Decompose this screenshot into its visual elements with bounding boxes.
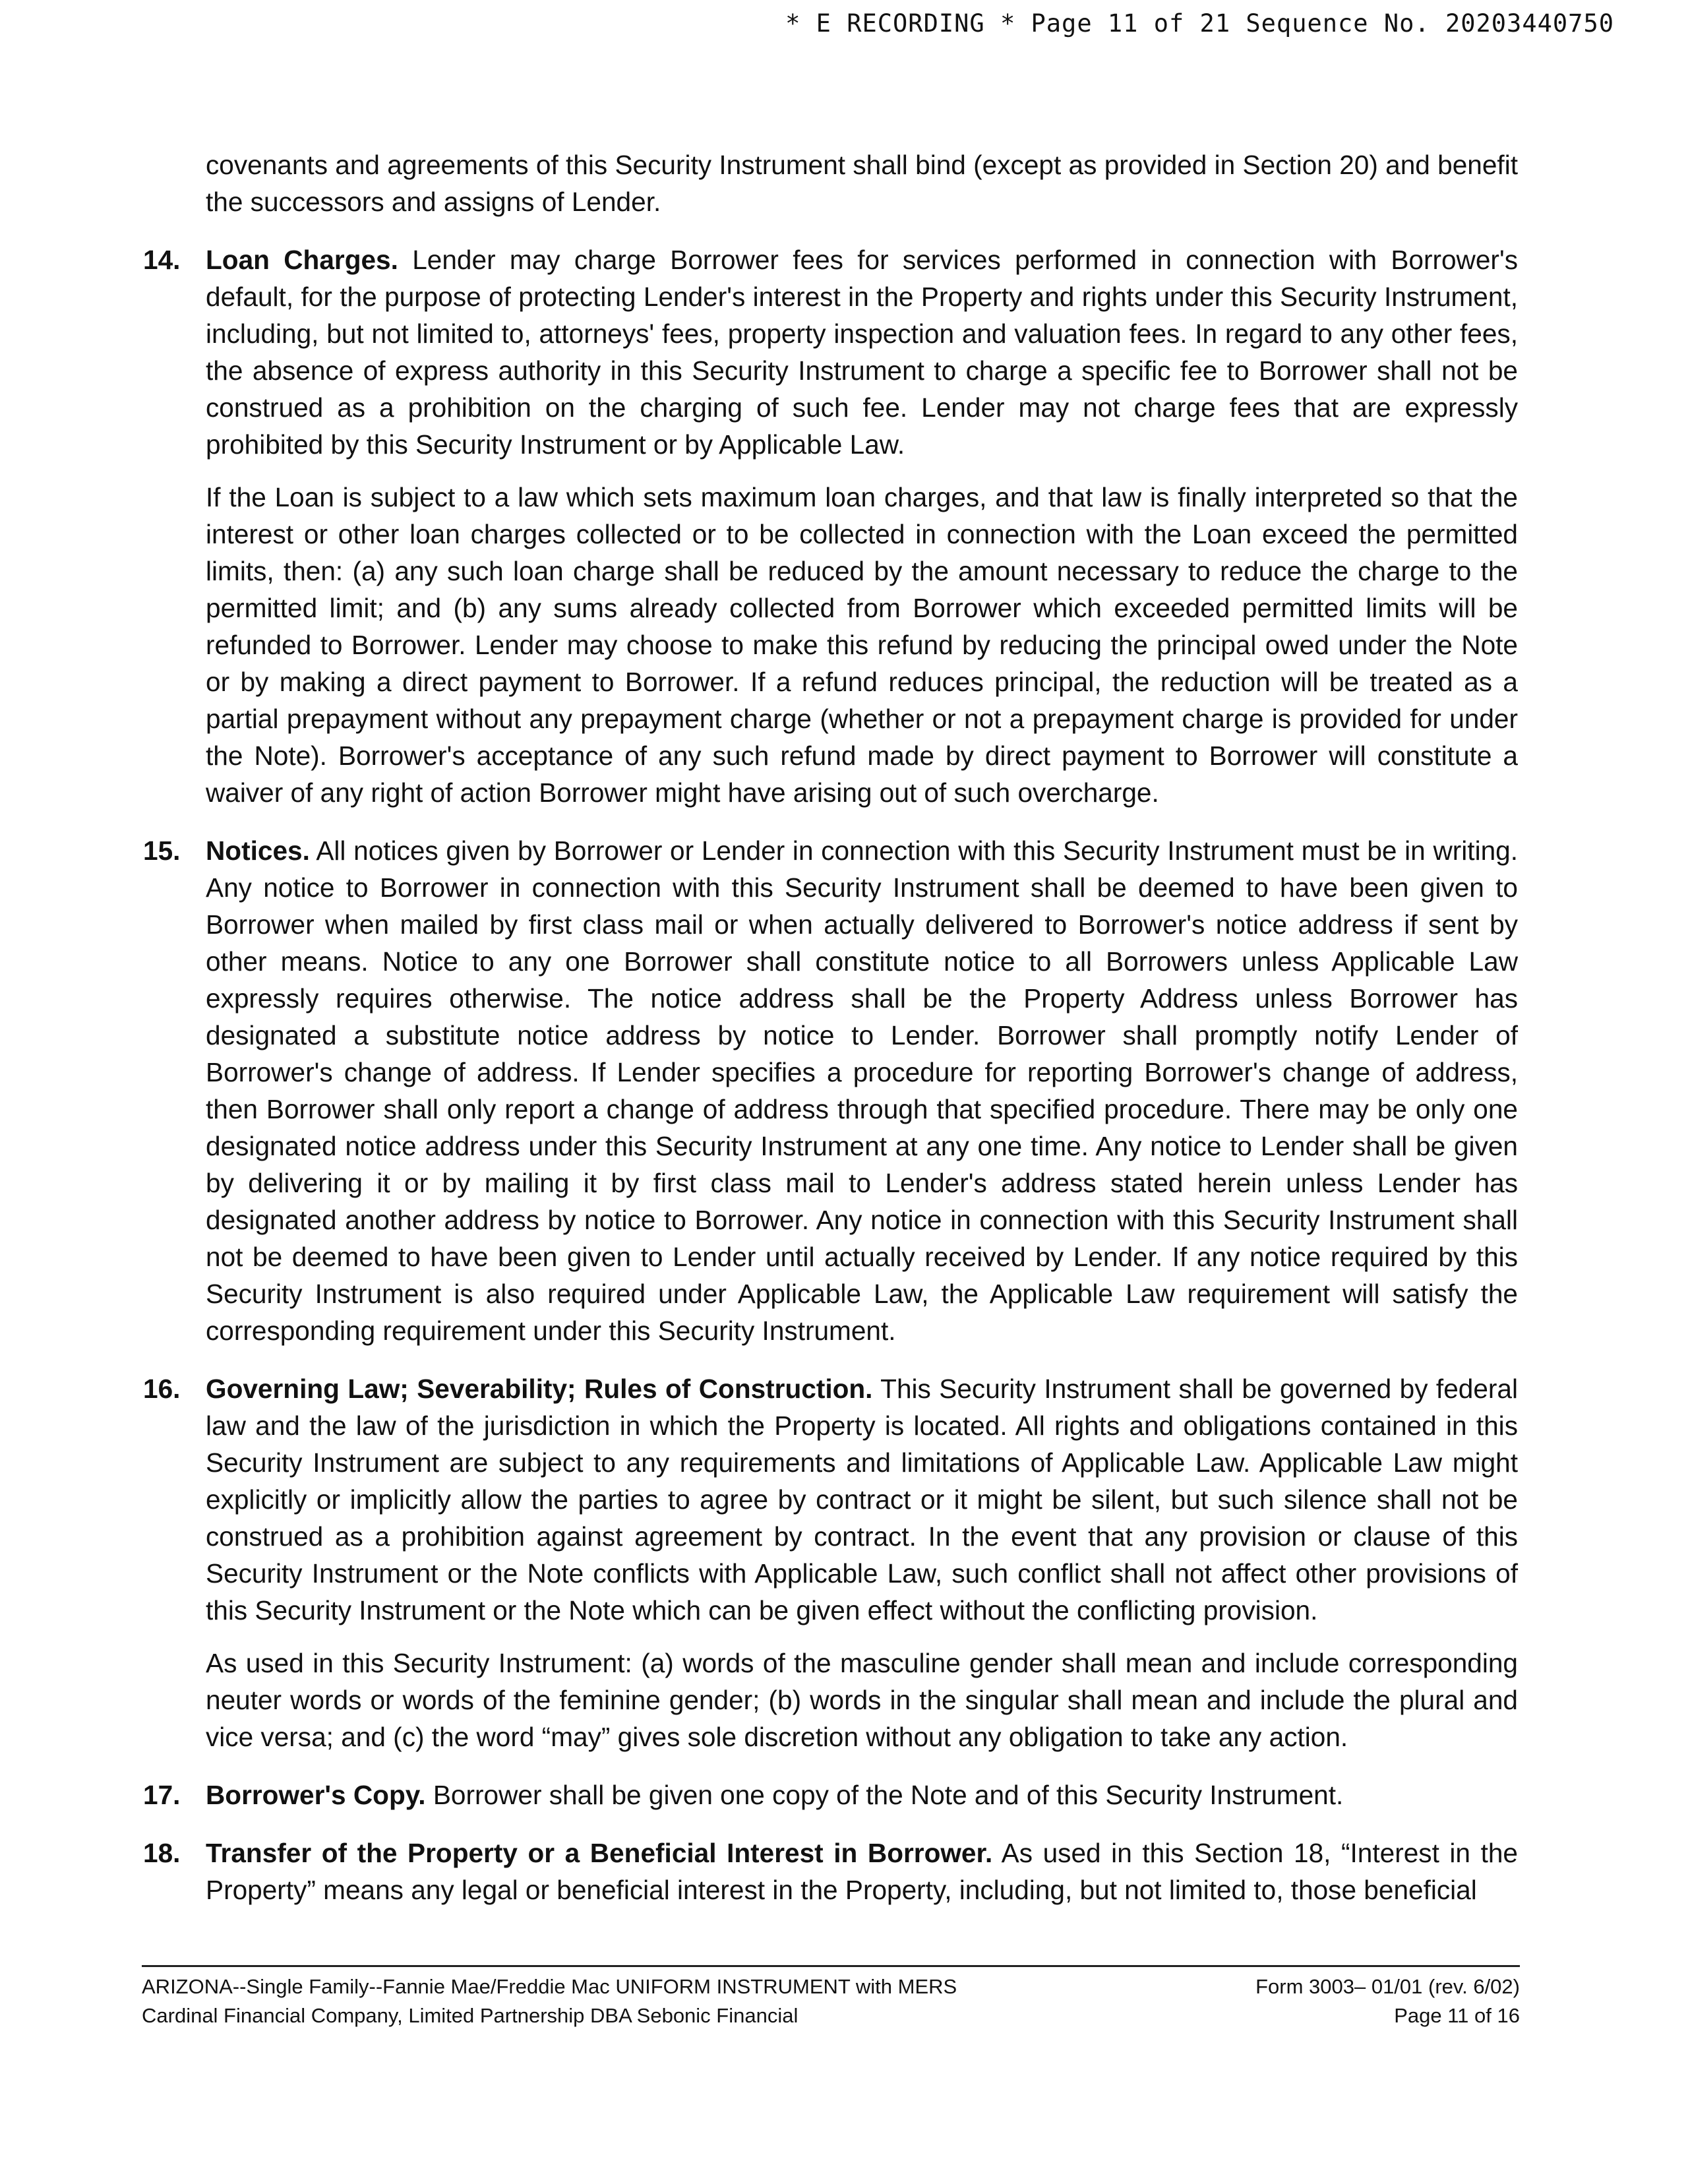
footer-row-2 (142, 2001, 1520, 2030)
section-number: 14. (143, 245, 181, 275)
section-number: 18. (143, 1838, 181, 1868)
section-number: 17. (143, 1780, 181, 1810)
section-paragraph-2: If the Loan is subject to a law which sets maximum loan charges, and that law is finally interpreted so that the interest or other loan charges collected or to be collected in connection with the Loan exceed the permitted limits, then: (a) any such loan charge shall be reduced by the amount necessary to reduce the charge to the permitted limit; and (b) any sums already collected from Borrower which exceeded permitted limits will be refunded to Borrower. Lender may choose to make this refund by reducing the principal owed under the Note or by making a direct payment to Borrower. If a refund reduces principal, the reduction will be treated as a partial prepayment without any prepayment charge (whether or not a prepayment charge is provided for under the Note). Borrower's acceptance of any such refund made by direct payment to Borrower will constitute a waiver of any right of action Borrower might have arising out of such overcharge. (206, 482, 1518, 808)
section-text: This Security Instrument shall be governed by federal law and the law of the jurisdiction in which the Property is located. All rights and obligations contained in this Security Instrument are subject to any requirements and limitations of Applicable Law. Applicable Law might explicitly or implicitly allow the parties to agree by contract or it might be silent, but such silence shall not be construed as a prohibition against agreement by contract. In the event that any provision or clause of this Security Instrument or the Note conflicts with Applicable Law, such conflict shall not affect other provisions of this Security Instrument or the Note which can be given effect without the conflicting provision. (206, 1374, 1519, 1625)
intro-paragraph: covenants and agreements of this Security Instrument shall bind (except as provided in Section 20) and benefit the successors and assigns of Lender. (206, 150, 1518, 217)
footer-form-title: ARIZONA--Single Family--Fannie Mae/Freddie Mac UNIFORM INSTRUMENT with MERS (142, 1975, 957, 1998)
document-body (143, 146, 1519, 1929)
section-15 (143, 832, 1518, 1349)
section-text: All notices given by Borrower or Lender in connection with this Security Instrument must be in writing. Any notice to Borrower in connection with this Security Instrument shall be deemed to have been given to Borrower when mailed by first class mail or when actually delivered to Borrower's notice address if sent by other means. Notice to any one Borrower shall constitute notice to all Borrowers unless Applicable Law expressly requires otherwise. The notice address shall be the Property Address unless Borrower has designated a substitute notice address by notice to Lender. Borrower shall promptly notify Lender of Borrower's change of address. If Lender specifies a procedure for reporting Borrower's change of address, then Borrower shall only report a change of address through that specified procedure. There may be only one designated notice address under this Security Instrument at any one time. Any notice to Lender shall be given by delivering it or by mailing it by first class mail to Lender's address stated herein unless Lender has designated another address by notice to Borrower. Any notice in connection with this Security Instrument shall not be deemed to have been given to Lender until actually received by Lender. If any notice required by this Security Instrument is also required under Applicable Law, the Applicable Law requirement will satisfy the corresponding requirement under this Security Instrument. (206, 835, 1518, 1346)
section-paragraph (206, 1370, 1518, 1629)
section-paragraph (206, 1835, 1518, 1908)
section-17 (143, 1776, 1518, 1813)
section-16 (143, 1370, 1519, 1755)
section-heading: Borrower's Copy. (206, 1780, 426, 1810)
footer-form-number: Form 3003– 01/01 (rev. 6/02) (1255, 1975, 1520, 1998)
page-footer (142, 1965, 1520, 2030)
section-text: Borrower shall be given one copy of the Note and of this Security Instrument. (425, 1780, 1344, 1810)
section-14 (143, 241, 1518, 811)
section-paragraph-2: As used in this Security Instrument: (a) words of the masculine gender shall mean and include corresponding neuter words or words of the feminine gender; (b) words in the singular shall mean and include the plural and vice versa; and (c) the word “may” gives sole discretion without any obligation to take any action. (206, 1648, 1518, 1752)
section-heading: Transfer of the Property or a Beneficial Interest in Borrower. (206, 1838, 993, 1868)
section-paragraph (206, 241, 1518, 463)
recording-stamp: * E RECORDING * Page 11 of 21 Sequence No. 20203440750 (785, 9, 1614, 38)
section-number: 15. (143, 835, 181, 866)
section-heading: Loan Charges. (206, 245, 398, 275)
section-text: As used in this Section 18, “Interest in the Property” means any legal or beneficial interest in the Property, including, but not limited to, those beneficial (206, 1838, 1518, 1905)
section-text: Lender may charge Borrower fees for services performed in connection with Borrower's default, for the purpose of protecting Lender's interest in the Property and rights under this Security Instrument, including, but not limited to, attorneys' fees, property inspection and valuation fees. In regard to any other fees, the absence of express authority in this Security Instrument to charge a specific fee to Borrower shall not be construed as a prohibition on the charging of such fee. Lender may not charge fees that are expressly prohibited by this Security Instrument or by Applicable Law. (206, 245, 1518, 460)
section-number: 16. (143, 1374, 181, 1404)
footer-lender-name: Cardinal Financial Company, Limited Partnership DBA Sebonic Financial (142, 2004, 799, 2027)
section-paragraph (206, 832, 1518, 1349)
section-heading: Governing Law; Severability; Rules of Construction. (206, 1374, 873, 1404)
section-paragraph (206, 1776, 1518, 1813)
section-heading: Notices. (206, 835, 310, 866)
section-18 (143, 1835, 1518, 1908)
footer-page-number: Page 11 of 16 (1394, 2004, 1520, 2027)
footer-row-1 (142, 1972, 1520, 2001)
